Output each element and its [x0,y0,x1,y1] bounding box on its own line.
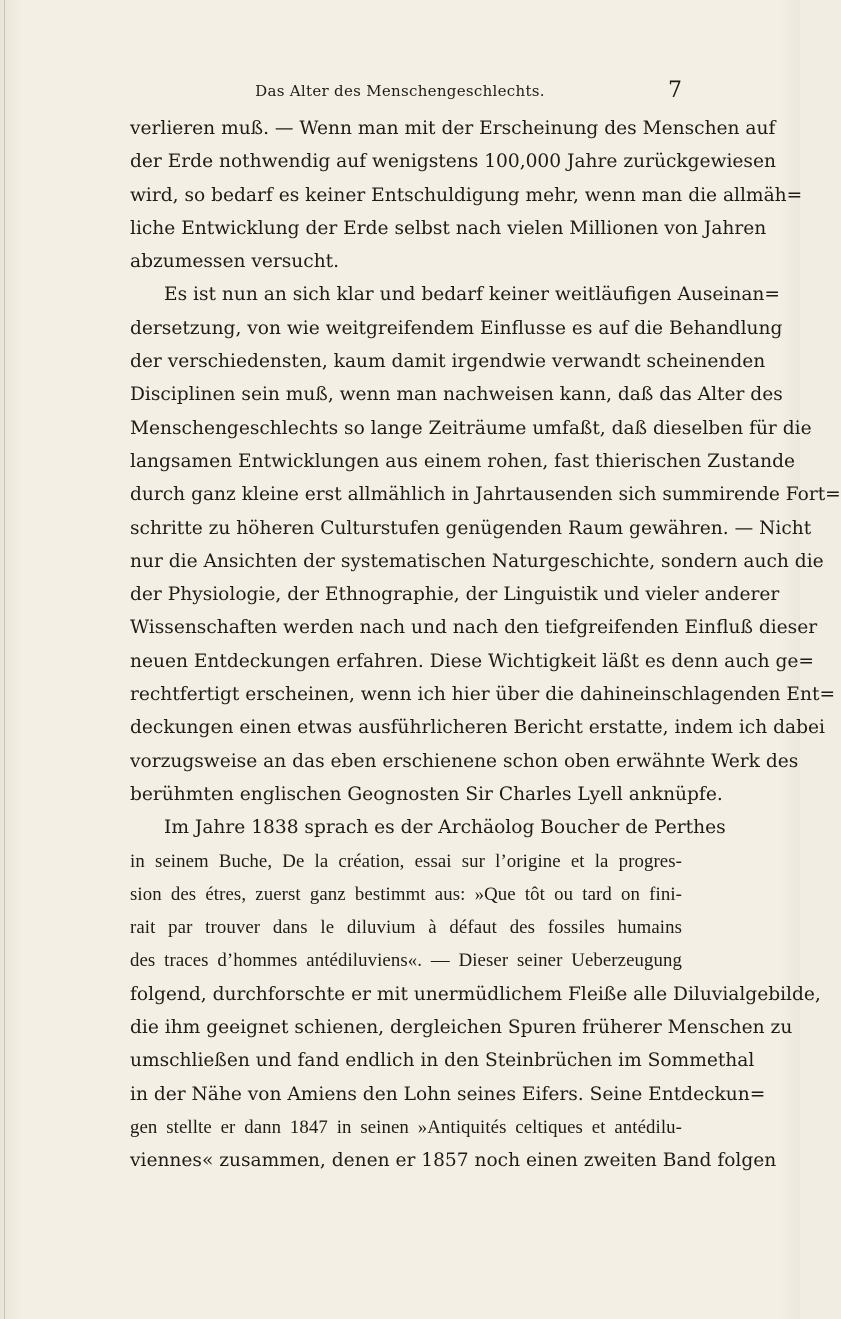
text-line: liche Entwicklung der Erde selbst nach vielen Millionen von Jahren [130,217,767,239]
text-line: vorzugsweise an das eben erschienene schon oben erwähnte Werk des [130,750,799,772]
text-line: nur die Ansichten der systematischen Naturgeschichte, sondern auch die [130,550,824,572]
text-line: in seinem Buche, De la création, essai sur l’origine et la progres- [130,850,682,872]
text-line: sion des étres, zuerst ganz bestimmt aus: »Que tôt ou tard on fini- [130,883,682,905]
text-line: berühmten englischen Geognosten Sir Charles Lyell anknüpfe. [130,783,723,805]
running-head: Das Alter des Menschengeschlechts. [255,82,545,100]
text-line: wird, so bedarf es keiner Entschuldigung mehr, wenn man die allmäh= [130,184,803,206]
text-line: rechtfertigt erscheinen, wenn ich hier über die dahineinschlagenden Ent= [130,684,836,706]
text-line: rait par trouver dans le diluvium à défaut des fossiles humains [130,917,682,939]
page-number: 7 [668,78,682,103]
text-line: der verschiedensten, kaum damit irgendwie verwandt scheinenden [130,351,766,373]
text-line: in der Nähe von Amiens den Lohn seines Eifers. Seine Entdeckun= [130,1083,766,1105]
text-line: Disciplinen sein muß, wenn man nachweisen kann, daß das Alter des [130,384,783,406]
text-line: langsamen Entwicklungen aus einem rohen, fast thierischen Zustande [130,450,795,472]
text-line: Es ist nun an sich klar und bedarf keiner weitläufigen Auseinan= [164,284,780,306]
page-header [0,78,800,104]
text-line: der Erde nothwendig auf wenigstens 100,000 Jahre zurückgewiesen [130,151,776,173]
text-line: viennes« zusammen, denen er 1857 noch einen zweiten Band folgen [130,1150,777,1172]
text-line: abzumessen versucht. [130,251,340,273]
text-line: Im Jahre 1838 sprach es der Archäolog Boucher de Perthes [164,817,726,839]
text-line: schritte zu höheren Culturstufen genügenden Raum gewähren. — Nicht [130,517,812,539]
text-line: verlieren muß. — Wenn man mit der Erscheinung des Menschen auf [130,118,776,139]
text-line: Menschengeschlechts so lange Zeiträume umfaßt, daß dieselben für die [130,417,812,439]
text-line: des traces d’hommes antédiluviens«. — Dieser seiner Ueberzeugung [130,950,682,972]
text-line: deckungen einen etwas ausführlicheren Bericht erstatte, indem ich dabei [130,717,825,739]
text-line: dersetzung, von wie weitgreifendem Einflusse es auf die Behandlung [130,317,783,339]
text-line: der Physiologie, der Ethnographie, der Linguistik und vieler anderer [130,584,780,606]
text-line: Wissenschaften werden nach und nach den tiefgreifenden Einfluß dieser [130,617,818,639]
text-line: gen stellte er dann 1847 in seinen »Antiquités celtiques et antédilu- [130,1116,682,1138]
text-line: durch ganz kleine erst allmählich in Jahrtausenden sich summirende Fort= [130,484,841,506]
text-line: folgend, durchforschte er mit unermüdlichem Fleiße alle Diluvialgebilde, [130,983,821,1005]
page-gutter-edge [4,0,5,1319]
text-line: umschließen und fand endlich in den Steinbrüchen im Sommethal [130,1050,755,1072]
text-line: die ihm geeignet schienen, dergleichen Spuren früherer Menschen zu [130,1017,793,1039]
text-line: neuen Entdeckungen erfahren. Diese Wichtigkeit läßt es denn auch ge= [130,650,814,672]
body-text [130,112,841,1178]
